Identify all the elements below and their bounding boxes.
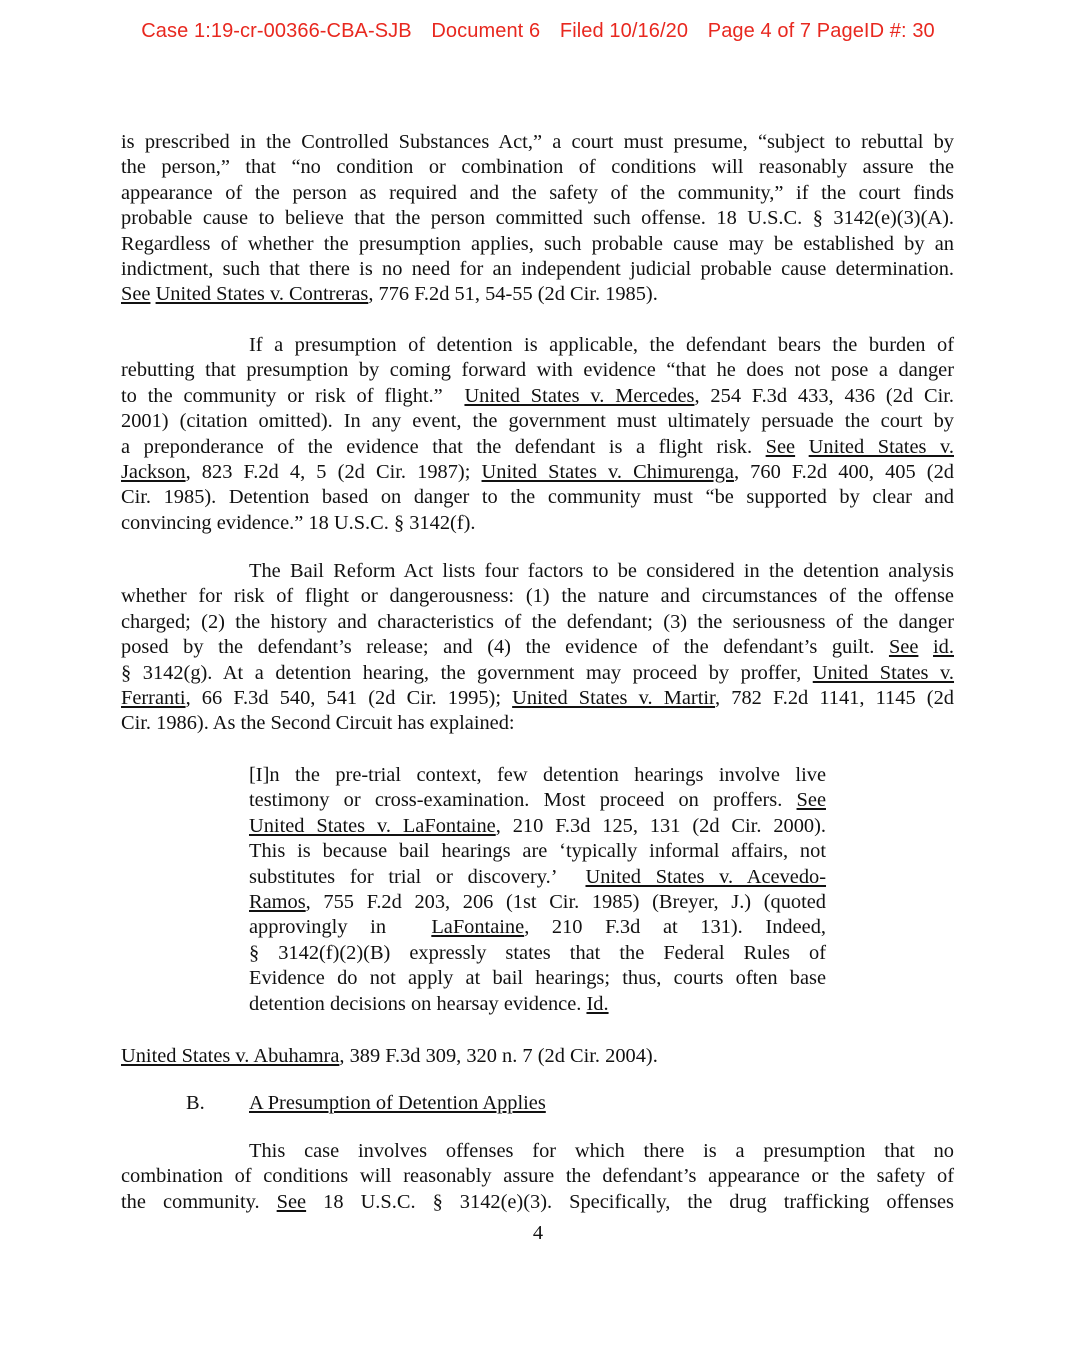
case-citation: United States v. LaFontaine — [249, 814, 496, 837]
paragraph-presumption-burden — [121, 333, 954, 536]
text-run: approvingly in — [249, 916, 409, 939]
text-line — [249, 788, 826, 813]
signal-see: See — [888, 636, 919, 659]
text-run: to the community or risk of flight.” — [121, 384, 454, 407]
case-citation: United States v. Chimurenga — [481, 460, 734, 483]
text-run: § 3142(g). At a detention hearing, the government may proceed by proffer, — [121, 661, 813, 684]
text-run: , 755 F.2d 203, 206 (1st Cir. 1985) (Breyer, J.) (quoted — [305, 890, 826, 913]
case-citation: Ferranti — [121, 686, 186, 709]
text-run: a preponderance of the evidence that the defendant is a flight risk. — [121, 435, 766, 458]
block-quote — [249, 763, 826, 1017]
text-run: posed by the defendant’s release; and (4) the evidence of the defendant’s guilt. — [121, 636, 889, 659]
case-number: Case 1:19-cr-00366-CBA-SJB — [141, 20, 412, 42]
text-line: This is because bail hearings are ‘typically informal affairs, not — [249, 840, 826, 863]
text-line — [121, 635, 954, 660]
case-citation: United States v. — [808, 435, 954, 458]
signal-see: See — [796, 789, 826, 812]
text-line: If a presumption of detention is applicable, the defendant bears the burden of — [249, 334, 954, 356]
text-line — [121, 1044, 954, 1069]
text-line — [249, 865, 826, 890]
text-run: , 760 F.2d 400, 405 (2d — [733, 460, 954, 483]
page-id: Page 4 of 7 PageID #: 30 — [707, 20, 935, 42]
text-run: , 210 F.3d at 131). Indeed, — [524, 916, 826, 939]
text-line: Regardless of whether the presumption applies, such probable cause may be established by an — [121, 232, 954, 255]
text-run: , 389 F.3d 309, 320 n. 7 (2d Cir. 2004). — [339, 1045, 658, 1067]
paragraph-bail-reform-act — [121, 559, 954, 737]
text-line — [249, 890, 826, 915]
signal-see: See — [121, 283, 151, 306]
text-run: substitutes for trial or discovery.’ — [249, 865, 571, 888]
text-line — [249, 915, 826, 940]
text-run: 18 U.S.C. § 3142(e)(3). Specifically, the drug trafficking offenses — [306, 1190, 954, 1213]
text-run: , 823 F.2d 4, 5 (2d Cir. 1987); — [185, 460, 482, 483]
text-line: whether for risk of flight or dangerousness: (1) the nature and circumstances of the offense — [121, 585, 954, 608]
paragraph-continuation — [121, 130, 954, 308]
case-citation: United States v. Mercedes — [464, 384, 695, 407]
signal-see: See — [765, 435, 796, 458]
case-citation: Jackson — [121, 460, 186, 483]
text-line: the person,” that “no condition or combination of conditions will reasonably assure the — [121, 156, 954, 179]
text-line: indictment, such that there is no need for an independent judicial probable cause determination. — [121, 257, 954, 280]
text-line: combination of conditions will reasonably assure the defendant’s appearance or the safety of — [121, 1165, 954, 1188]
text-line: Cir. 1985). Detention based on danger to the community must “be supported by clear and — [121, 486, 954, 509]
filing-header — [0, 20, 1076, 43]
case-citation: United States v. Contreras — [155, 283, 369, 306]
text-run: , 782 F.2d 1141, 1145 (2d — [715, 686, 954, 709]
text-line: § 3142(f)(2)(B) expressly states that the Federal Rules of — [249, 941, 826, 964]
text-run: , 210 F.3d 125, 131 (2d Cir. 2000). — [495, 814, 826, 837]
text-line: appearance of the person as required and the safety of the community,” if the court finds — [121, 181, 954, 204]
section-title: A Presumption of Detention Applies — [249, 1092, 546, 1114]
text-line: Evidence do not apply at bail hearings; thus, courts often base — [249, 967, 826, 990]
citation-text: , 776 F.2d 51, 54-55 (2d Cir. 1985). — [368, 283, 658, 306]
section-number: B. — [186, 1092, 205, 1114]
text-line: rebutting that presumption by coming forward with evidence “that he does not pose a danger — [121, 359, 954, 382]
text-line — [249, 814, 826, 839]
text-line — [121, 435, 954, 460]
text-line: 2001) (citation omitted). In any event, the government must ultimately persuade the court by — [121, 410, 954, 433]
text-line — [121, 1190, 954, 1215]
text-run: testimony or cross-examination. Most proceed on proffers. — [249, 789, 797, 812]
signal-id: Id. — [586, 992, 609, 1015]
case-citation: United States v. Martir — [512, 686, 716, 709]
quote-source-citation — [121, 1044, 954, 1069]
signal-id: id. — [933, 636, 954, 659]
page-number: 4 — [532, 1222, 544, 1244]
text-line: [I]n the pre-trial context, few detention hearings involve live — [249, 764, 826, 786]
text-line: The Bail Reform Act lists four factors to be considered in the detention analysis — [249, 560, 954, 582]
case-citation: Ramos — [249, 890, 306, 913]
text-line — [121, 661, 954, 686]
text-line: convincing evidence.” 18 U.S.C. § 3142(f). — [121, 511, 476, 534]
document-number: Document 6 — [431, 20, 541, 42]
case-citation: United States v. Abuhamra — [121, 1045, 340, 1067]
text-line: Cir. 1986). As the Second Circuit has explained: — [121, 712, 515, 735]
text-run: the community. — [121, 1190, 277, 1213]
text-line — [121, 384, 954, 409]
section-heading — [186, 1092, 546, 1115]
text-line — [121, 686, 954, 711]
text-run: , 254 F.3d 433, 436 (2d Cir. — [694, 384, 954, 407]
filed-date: Filed 10/16/20 — [559, 20, 689, 42]
case-citation: LaFontaine — [431, 916, 525, 939]
text-line — [121, 282, 954, 307]
text-line: is prescribed in the Controlled Substances Act,” a court must presume, “subject to rebuttal by — [121, 131, 954, 153]
text-line: charged; (2) the history and characteristics of the defendant; (3) the seriousness of the danger — [121, 610, 954, 633]
case-citation: United States v. — [812, 661, 955, 684]
text-line — [121, 460, 954, 485]
text-line: probable cause to believe that the person committed such offense. 18 U.S.C. § 3142(e)(3)(A). — [121, 207, 954, 230]
case-citation: United States v. Acevedo- — [585, 865, 827, 888]
signal-see: See — [276, 1190, 307, 1213]
text-line — [249, 992, 826, 1017]
text-run: , 66 F.3d 540, 541 (2d Cir. 1995); — [185, 686, 513, 709]
text-run: detention decisions on hearsay evidence. — [249, 992, 587, 1015]
paragraph-presumption-applies — [121, 1139, 954, 1215]
text-line: This case involves offenses for which there is a presumption that no — [249, 1140, 954, 1162]
